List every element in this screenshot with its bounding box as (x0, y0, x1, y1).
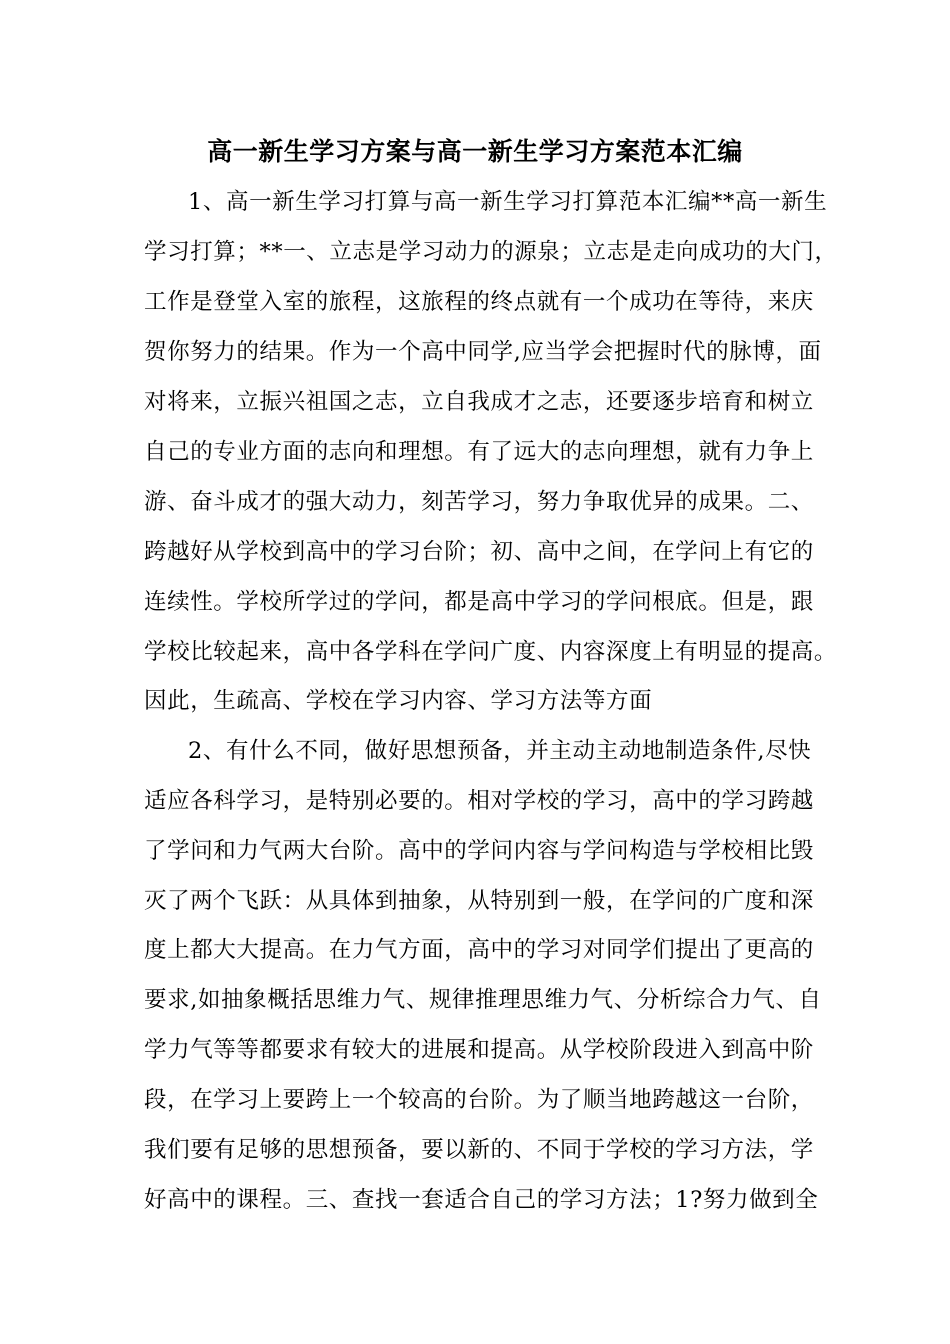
paragraph-1-line-6: 自己的专业方面的志向和理想。有了远大的志向理想，就有力争上 (144, 439, 814, 465)
paragraph-1-line-7: 游、奋斗成才的强大动力，刻苦学习，努力争取优异的成果。二、 (144, 489, 814, 515)
paragraph-1-line-3: 工作是登堂入室的旅程，这旅程的终点就有一个成功在等待，来庆 (144, 289, 814, 315)
paragraph-1-line-9: 连续性。学校所学过的学问，都是高中学习的学问根底。但是，跟 (144, 589, 814, 615)
paragraph-2-line-9: 我们要有足够的思想预备，要以新的、不同于学校的学习方法，学 (144, 1137, 814, 1163)
paragraph-2-line-5: 度上都大大提高。在力气方面，高中的学习对同学们提出了更高的 (144, 937, 814, 963)
paragraph-1-line-11: 因此，生疏高、学校在学习内容、学习方法等方面 (144, 688, 653, 714)
paragraph-1-line-2: 学习打算；**一、立志是学习动力的源泉；立志是走向成功的大门， (144, 239, 838, 265)
paragraph-2-line-3: 了学问和力气两大台阶。高中的学问内容与学问构造与学校相比毁 (144, 838, 814, 864)
paragraph-2-line-7: 学力气等等都要求有较大的进展和提高。从学校阶段进入到高中阶 (144, 1037, 814, 1063)
paragraph-2-line-2: 适应各科学习，是特别必要的。相对学校的学习，高中的学习跨越 (144, 788, 814, 814)
paragraph-1-line-1: 1、高一新生学习打算与高一新生学习打算范本汇编**高一新生 (188, 189, 828, 215)
paragraph-1-line-4: 贺你努力的结果。作为一个高中同学,应当学会把握时代的脉博，面 (144, 339, 822, 365)
paragraph-1-line-5: 对将来，立振兴祖国之志，立自我成才之志，还要逐步培育和树立 (144, 389, 814, 415)
paragraph-2-line-6: 要求,如抽象概括思维力气、规律推理思维力气、分析综合力气、自 (144, 987, 822, 1013)
document-title: 高一新生学习方案与高一新生学习方案范本汇编 (207, 137, 743, 166)
paragraph-1-line-10: 学校比较起来，高中各学科在学问广度、内容深度上有明显的提高。 (144, 639, 838, 665)
paragraph-2-line-1: 2、有什么不同，做好思想预备，并主动主动地制造条件,尽快 (188, 738, 812, 764)
paragraph-1-line-8: 跨越好从学校到高中的学习台阶；初、高中之间，在学问上有它的 (144, 539, 814, 565)
paragraph-2-line-10: 好高中的课程。三、查找一套适合自己的学习方法；1?努力做到全 (144, 1187, 819, 1213)
paragraph-2-line-4: 灭了两个飞跃：从具体到抽象，从特别到一般，在学问的广度和深 (144, 888, 814, 914)
paragraph-2-line-8: 段，在学习上要跨上一个较高的台阶。为了顺当地跨越这一台阶， (144, 1087, 814, 1113)
